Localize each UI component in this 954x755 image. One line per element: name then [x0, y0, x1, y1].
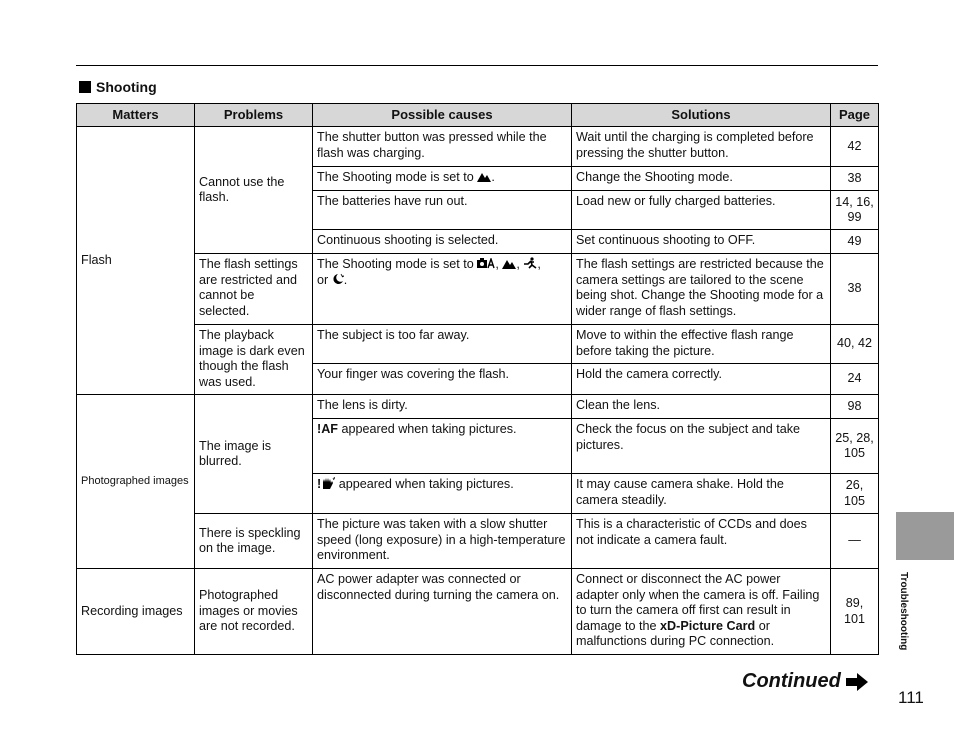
- solution-bold-text: xD-Picture Card: [660, 618, 756, 633]
- page-cell: 24: [831, 364, 879, 395]
- page-cell: 40, 42: [831, 325, 879, 364]
- page-cell: 42: [831, 127, 879, 167]
- table-row: [77, 325, 879, 364]
- page-cell: 25, 28, 105: [831, 419, 879, 474]
- solution-cell: This is a characteristic of CCDs and does not indicate a camera fault.: [572, 514, 831, 569]
- table-header-row: [77, 104, 879, 127]
- warning-mark: !: [317, 477, 322, 491]
- problem-cell: The playback image is dark even though the flash was used.: [195, 325, 313, 395]
- page-number: 111: [898, 688, 924, 707]
- cause-text: The Shooting mode is set to: [317, 170, 474, 184]
- continued-text: Continued: [742, 670, 841, 692]
- cause-cell: Continuous shooting is selected.: [313, 230, 572, 254]
- header-solutions: Solutions: [572, 104, 831, 127]
- camera-shake-warning-icon: [317, 477, 335, 491]
- cause-text: appeared when taking pictures.: [338, 477, 514, 491]
- sports-mode-icon: [523, 257, 537, 269]
- cause-text-end: .: [491, 170, 495, 184]
- continued-indicator: [742, 670, 869, 693]
- focus-warning-icon: !AF: [317, 422, 338, 436]
- solution-cell: The flash settings are restricted because the camera settings are tailored to the scene being shot. Change the Shooting mode for a wider range of flash settings.: [572, 254, 831, 325]
- solution-cell: [572, 569, 831, 655]
- matter-cell: Flash: [77, 127, 195, 395]
- page-cell: 38: [831, 167, 879, 191]
- troubleshooting-table: [76, 103, 879, 655]
- matter-cell: Photographed images: [77, 395, 195, 569]
- table-row: [77, 254, 879, 325]
- solution-cell: It may cause camera shake. Hold the camera steadily.: [572, 474, 831, 514]
- cause-cell: Your finger was covering the flash.: [313, 364, 572, 395]
- solution-cell: Move to within the effective flash range before taking the picture.: [572, 325, 831, 364]
- cause-text-end: .: [343, 272, 348, 287]
- table-row: [77, 127, 879, 167]
- problem-cell: The flash settings are restricted and cannot be selected.: [195, 254, 313, 325]
- cause-cell: [313, 254, 572, 325]
- cause-or-text: or: [317, 272, 329, 287]
- cause-cell: The picture was taken with a slow shutter speed (long exposure) in a high-temperature environment.: [313, 514, 572, 569]
- cause-cell: AC power adapter was connected or disconnected during turning the camera on.: [313, 569, 572, 655]
- landscape-mode-icon: [477, 171, 491, 182]
- night-mode-icon: [332, 273, 344, 285]
- table-row: [77, 395, 879, 419]
- solution-cell: Check the focus on the subject and take pictures.: [572, 419, 831, 474]
- header-problems: Problems: [195, 104, 313, 127]
- solution-cell: Clean the lens.: [572, 395, 831, 419]
- header-possible-causes: Possible causes: [313, 104, 572, 127]
- solution-text-end: or malfunctions during PC connection.: [576, 618, 775, 648]
- problem-cell: Photographed images or movies are not recorded.: [195, 569, 313, 655]
- solution-cell: Wait until the charging is completed before pressing the shutter button.: [572, 127, 831, 167]
- cause-cell: The shutter button was pressed while the flash was charging.: [313, 127, 572, 167]
- cause-cell: [313, 419, 572, 474]
- problem-cell: Cannot use the flash.: [195, 127, 313, 254]
- page-cell: 98: [831, 395, 879, 419]
- section-title: Shooting: [96, 79, 157, 95]
- page-cell: 38: [831, 254, 879, 325]
- cause-text: The Shooting mode is set to: [317, 257, 474, 271]
- side-label-text: Troubleshooting: [898, 572, 909, 651]
- cause-cell: The batteries have run out.: [313, 191, 572, 230]
- header-page: Page: [831, 104, 879, 127]
- solution-cell: Change the Shooting mode.: [572, 167, 831, 191]
- problem-cell: The image is blurred.: [195, 395, 313, 514]
- separator: ,: [495, 257, 499, 271]
- landscape-mode-icon: [502, 258, 516, 269]
- solution-cell: Hold the camera correctly.: [572, 364, 831, 395]
- matter-cell: Recording images: [77, 569, 195, 655]
- cause-cell: [313, 474, 572, 514]
- shaking-hand-icon: [321, 477, 335, 489]
- solution-cell: Set continuous shooting to OFF.: [572, 230, 831, 254]
- solution-text: Connect or disconnect the AC power adapter only when the camera is off. Failing to turn the camera off first can result in damage to the: [576, 572, 820, 633]
- page-cell: 26, 105: [831, 474, 879, 514]
- header-matters: Matters: [77, 104, 195, 127]
- table-row: [77, 569, 879, 655]
- cause-text: appeared when taking pictures.: [341, 422, 517, 436]
- page-cell: 14, 16, 99: [831, 191, 879, 230]
- cause-cell: The lens is dirty.: [313, 395, 572, 419]
- cause-cell: [313, 167, 572, 191]
- camera-auto-icon: [477, 258, 495, 269]
- cause-cell: The subject is too far away.: [313, 325, 572, 364]
- page-cell: 49: [831, 230, 879, 254]
- table-row: [77, 514, 879, 569]
- page-cell: —: [831, 514, 879, 569]
- page-cell: 89, 101: [831, 569, 879, 655]
- section-side-tab: [896, 512, 954, 560]
- problem-cell: There is speckling on the image.: [195, 514, 313, 569]
- top-rule: [76, 65, 878, 66]
- arrow-right-icon: [845, 672, 869, 692]
- section-heading: [79, 79, 157, 95]
- separator: ,: [516, 257, 520, 271]
- side-label: [893, 572, 911, 664]
- separator: ,: [537, 257, 541, 271]
- solution-cell: Load new or fully charged batteries.: [572, 191, 831, 230]
- square-bullet-icon: [79, 81, 91, 93]
